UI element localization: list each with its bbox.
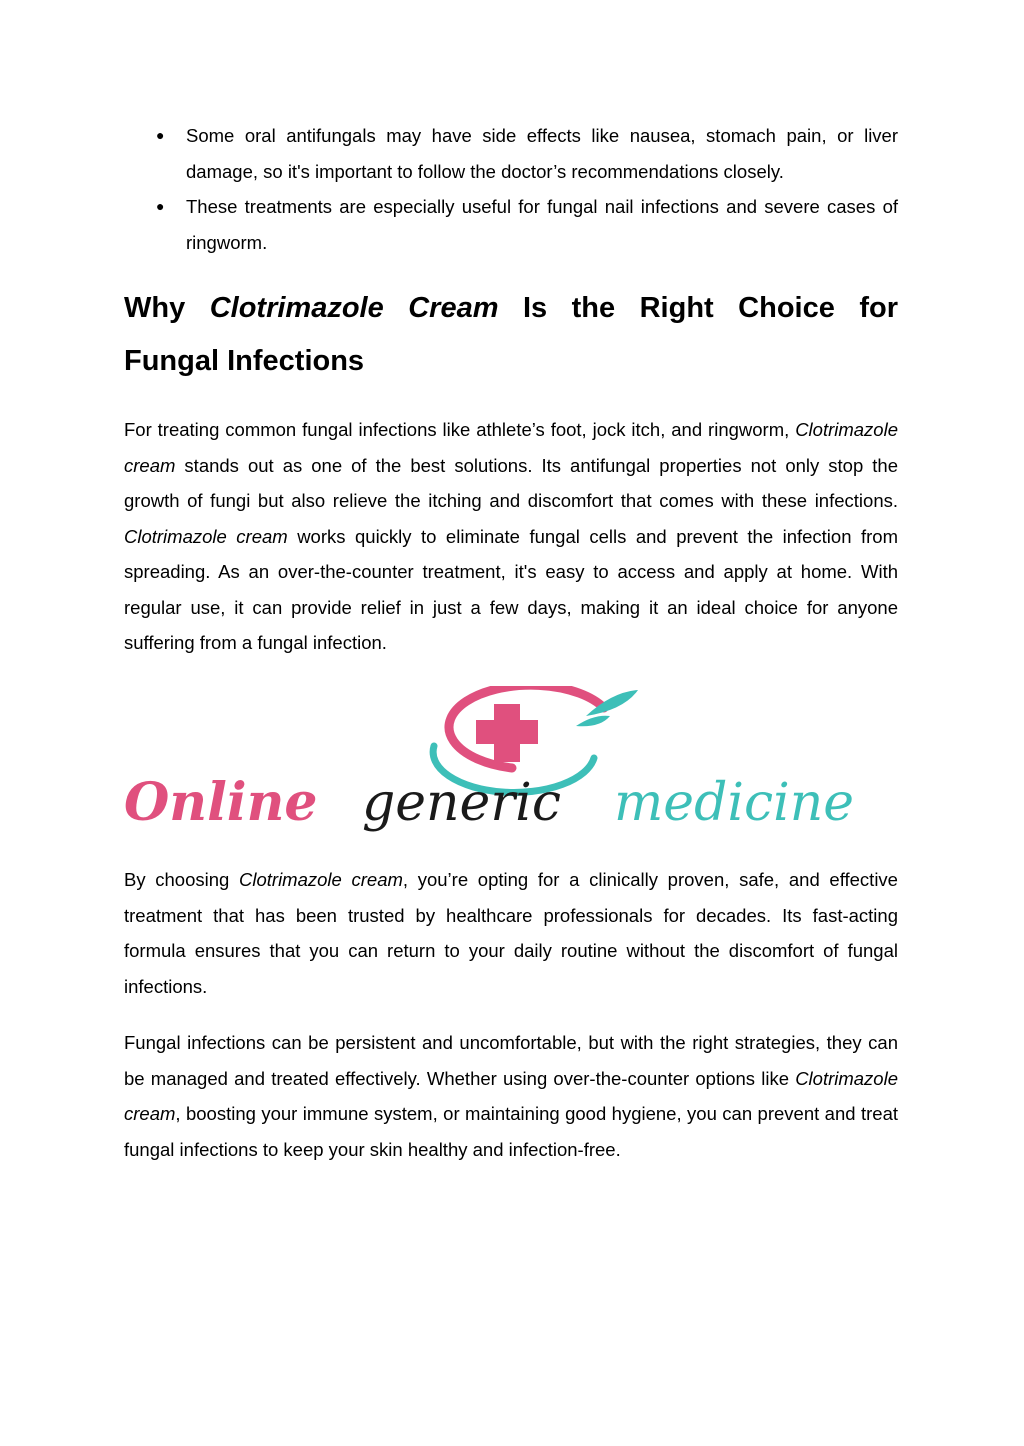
- product-name: Clotrimazole cream: [124, 525, 288, 547]
- heading-product: Clotrimazole Cream: [209, 292, 499, 324]
- product-name: Clotrimazole cream: [124, 1067, 898, 1124]
- list-item: [124, 189, 898, 260]
- text-span: By choosing: [124, 869, 240, 890]
- text-span: , boosting your immune system, or maintaining good hygiene, you can prevent and treat fungal infections to keep your skin healthy and infection-free.: [124, 1103, 898, 1160]
- heading-middle: Is the Right Choice for: [522, 292, 898, 324]
- product-name: Clotrimazole cream: [124, 419, 898, 476]
- text-span: For treating common fungal infections like athlete’s foot, jock itch, and ringworm,: [124, 419, 796, 440]
- side-effects-list: [124, 118, 898, 260]
- logo-word-online: Online: [124, 772, 318, 833]
- heading-suffix: Fungal Infections: [124, 345, 365, 377]
- text-span: Fungal infections can be persistent and uncomfortable, but with the right strategies, they can be managed and treated effectively. Whether using over-the-counter options like: [124, 1032, 898, 1089]
- logo-word-medicine: medicine: [614, 773, 855, 833]
- product-name: Clotrimazole cream: [239, 869, 403, 890]
- section-heading: [124, 282, 898, 388]
- bullet-icon: ●: [156, 198, 165, 214]
- list-item-text: Some oral antifungals may have side effects like nausea, stomach pain, or liver damage, so it's important to follow the doctor’s recommendations closely.: [186, 125, 898, 182]
- body-paragraph-1: [124, 412, 898, 661]
- logo-word-generic: generic: [362, 773, 561, 833]
- list-item-text: These treatments are especially useful for fungal nail infections and severe cases of ringworm.: [186, 196, 898, 253]
- text-span: , you’re opting for a clinically proven, safe, and effective treatment that has been trusted by healthcare professionals for decades. Its fast-acting formula ensures that you can return to your daily routine without the discomfort of fungal infections.: [124, 869, 898, 997]
- body-paragraph-2: [124, 862, 898, 1004]
- text-span: works quickly to eliminate fungal cells and prevent the infection from spreading. As an over-the-counter treatment, it's easy to access and apply at home. With regular use, it can provide relief in just a few days, making it an ideal choice for anyone suffering from a fungal infection.: [124, 525, 898, 653]
- logo-graphic: [124, 686, 908, 836]
- heading-line-1: [124, 282, 898, 335]
- list-item: [124, 118, 898, 189]
- online-generic-medicine-logo: [124, 686, 908, 836]
- body-paragraph-3: [124, 1025, 898, 1167]
- heading-prefix: Why: [124, 292, 186, 324]
- bullet-icon: ●: [156, 127, 165, 143]
- text-span: stands out as one of the best solutions. Its antifungal properties not only stop the growth of fungi but also relieve the itching and discomfort that comes with these infections.: [124, 454, 898, 511]
